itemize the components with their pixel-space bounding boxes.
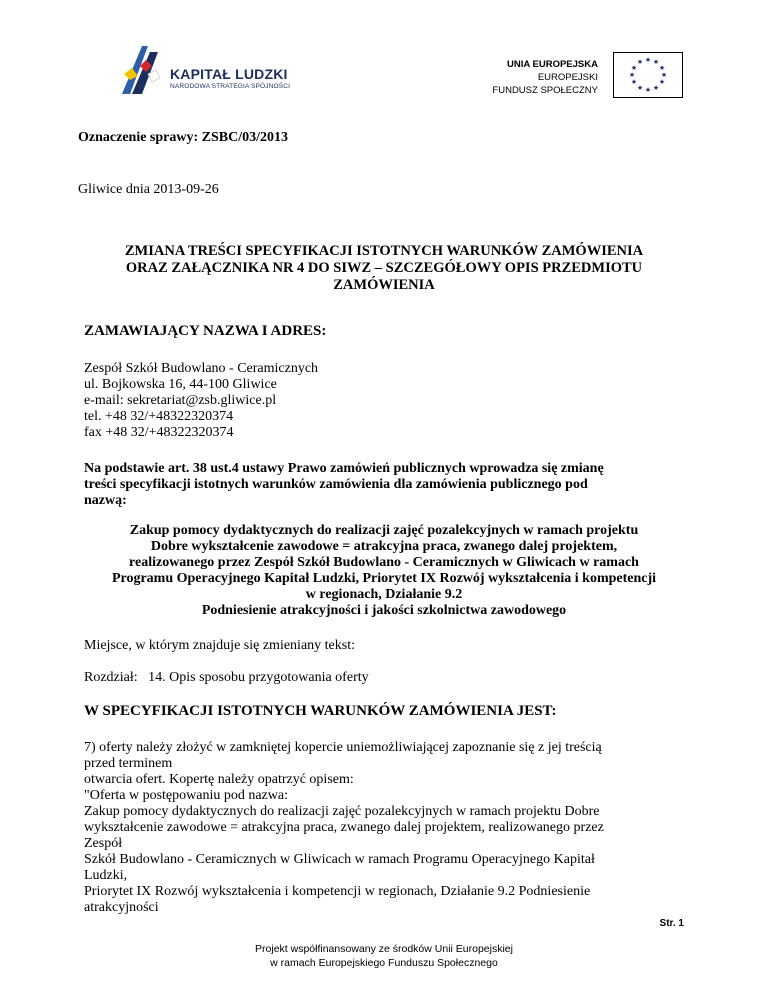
svg-text:★: ★: [630, 64, 638, 72]
chapter-line: Rozdział: 14. Opis sposobu przygotowania oferty: [84, 670, 369, 685]
svg-text:★: ★: [630, 78, 638, 86]
svg-text:★: ★: [628, 71, 636, 79]
body-line-7: Zespół: [84, 836, 123, 851]
place-date: Gliwice dnia 2013-09-26: [78, 182, 219, 197]
project-line-6: Podniesienie atrakcyjności i jakości szkolnictwa zawodowego: [201, 603, 567, 618]
body-line-5: Zakup pomocy dydaktycznych do realizacji zajęć pozalekcyjnych w ramach projektu Dobre: [84, 804, 600, 819]
buyer-label: ZAMAWIAJĄCY NAZWA I ADRES:: [84, 323, 327, 339]
body-line-6: wykształcenie zawodowe = atrakcyjna praca, zwanego dalej projektem, realizowanego przez: [84, 820, 604, 835]
heading-line-3: ZAMÓWIENIA: [333, 277, 435, 293]
body-line-9: Ludzki,: [84, 868, 128, 883]
kapital-ludzki-subtitle: NARODOWA STRATEGIA SPÓJNOŚCI: [170, 83, 291, 90]
svg-text:★: ★: [636, 58, 644, 66]
svg-text:★: ★: [652, 58, 660, 66]
kapital-ludzki-title: KAPITAŁ LUDZKI: [170, 66, 288, 82]
project-line-5: w regionach, Działanie 9.2: [305, 587, 463, 602]
location-label: Miejsce, w którym znajduje się zmieniany tekst:: [84, 638, 355, 653]
svg-text:★: ★: [658, 78, 666, 86]
ue-line-1: EUROPEJSKI: [537, 72, 598, 83]
buyer-name: Zespół Szkół Budowlano - Ceramicznych: [84, 361, 319, 376]
project-line-1: Zakup pomocy dydaktycznych do realizacji zajęć pozalekcyjnych w ramach projektu: [129, 523, 639, 538]
ue-line-2: FUNDUSZ SPOŁECZNY: [492, 85, 598, 96]
heading-line-1: ZMIANA TREŚCI SPECYFIKACJI ISTOTNYCH WARUNKÓW ZAMÓWIENIA: [124, 243, 644, 259]
kapital-ludzki-logo-icon: [118, 44, 168, 100]
ue-title: UNIA EUROPEJSKA: [507, 59, 598, 70]
body-line-3: otwarcia ofert. Kopertę należy opatrzyć opisem:: [84, 772, 354, 787]
buyer-fax: fax +48 32/+48322320374: [84, 425, 234, 440]
heading-line-2: ORAZ ZAŁĄCZNIKA NR 4 DO SIWZ – SZCZEGÓŁOWY OPIS PRZEDMIOTU: [125, 260, 643, 276]
project-line-3: realizowanego przez Zespół Szkół Budowlano - Ceramicznych w Gliwicach w ramach: [129, 555, 639, 570]
eu-flag-icon: [613, 52, 683, 98]
svg-text:★: ★: [658, 64, 666, 72]
svg-text:★: ★: [644, 56, 652, 64]
buyer-phone: tel. +48 32/+48322320374: [84, 409, 234, 424]
page-number: Str. 1: [659, 918, 684, 929]
basis-line-1: Na podstawie art. 38 ust.4 ustawy Prawo zamówień publicznych wprowadza się zmianę: [84, 461, 604, 476]
buyer-address: ul. Bojkowska 16, 44-100 Gliwice: [84, 377, 277, 392]
project-line-4: Programu Operacyjnego Kapitał Ludzki, Priorytet IX Rozwój wykształcenia i kompetencji: [111, 571, 657, 586]
footer-line-2: w ramach Europejskiego Funduszu Społecznego: [270, 957, 498, 969]
svg-text:★: ★: [660, 71, 668, 79]
basis-line-2: treści specyfikacji istotnych warunków zamówienia dla zamówienia publicznego pod: [84, 477, 588, 492]
body-line-2: przed terminem: [84, 756, 173, 771]
body-line-11: atrakcyjności: [84, 900, 159, 915]
svg-text:★: ★: [644, 86, 652, 94]
buyer-email: e-mail: sekretariat@zsb.gliwice.pl: [84, 393, 277, 408]
section-title: W SPECYFIKACJI ISTOTNYCH WARUNKÓW ZAMÓWIENIA JEST:: [84, 703, 557, 719]
case-number: Oznaczenie sprawy: ZSBC/03/2013: [78, 130, 288, 145]
basis-line-3: nazwą:: [84, 493, 127, 508]
svg-text:★: ★: [636, 84, 644, 92]
footer-line-1: Projekt współfinansowany ze środków Unii Europejskiej: [255, 943, 513, 955]
body-line-10: Priorytet IX Rozwój wykształcenia i kompetencji w regionach, Działanie 9.2 Podniesienie: [84, 884, 591, 899]
body-line-1: 7) oferty należy złożyć w zamkniętej kopercie uniemożliwiającej zapoznanie się z jej treścią: [84, 740, 602, 755]
project-line-2: Dobre wykształcenie zawodowe = atrakcyjna praca, zwanego dalej projektem,: [150, 539, 618, 554]
svg-text:★: ★: [652, 84, 660, 92]
body-line-4: "Oferta w postępowaniu pod nazwa:: [84, 788, 288, 803]
ue-text-block: [492, 58, 598, 97]
body-line-8: Szkół Budowlano - Ceramicznych w Gliwicach w ramach Programu Operacyjnego Kapitał: [84, 852, 595, 867]
